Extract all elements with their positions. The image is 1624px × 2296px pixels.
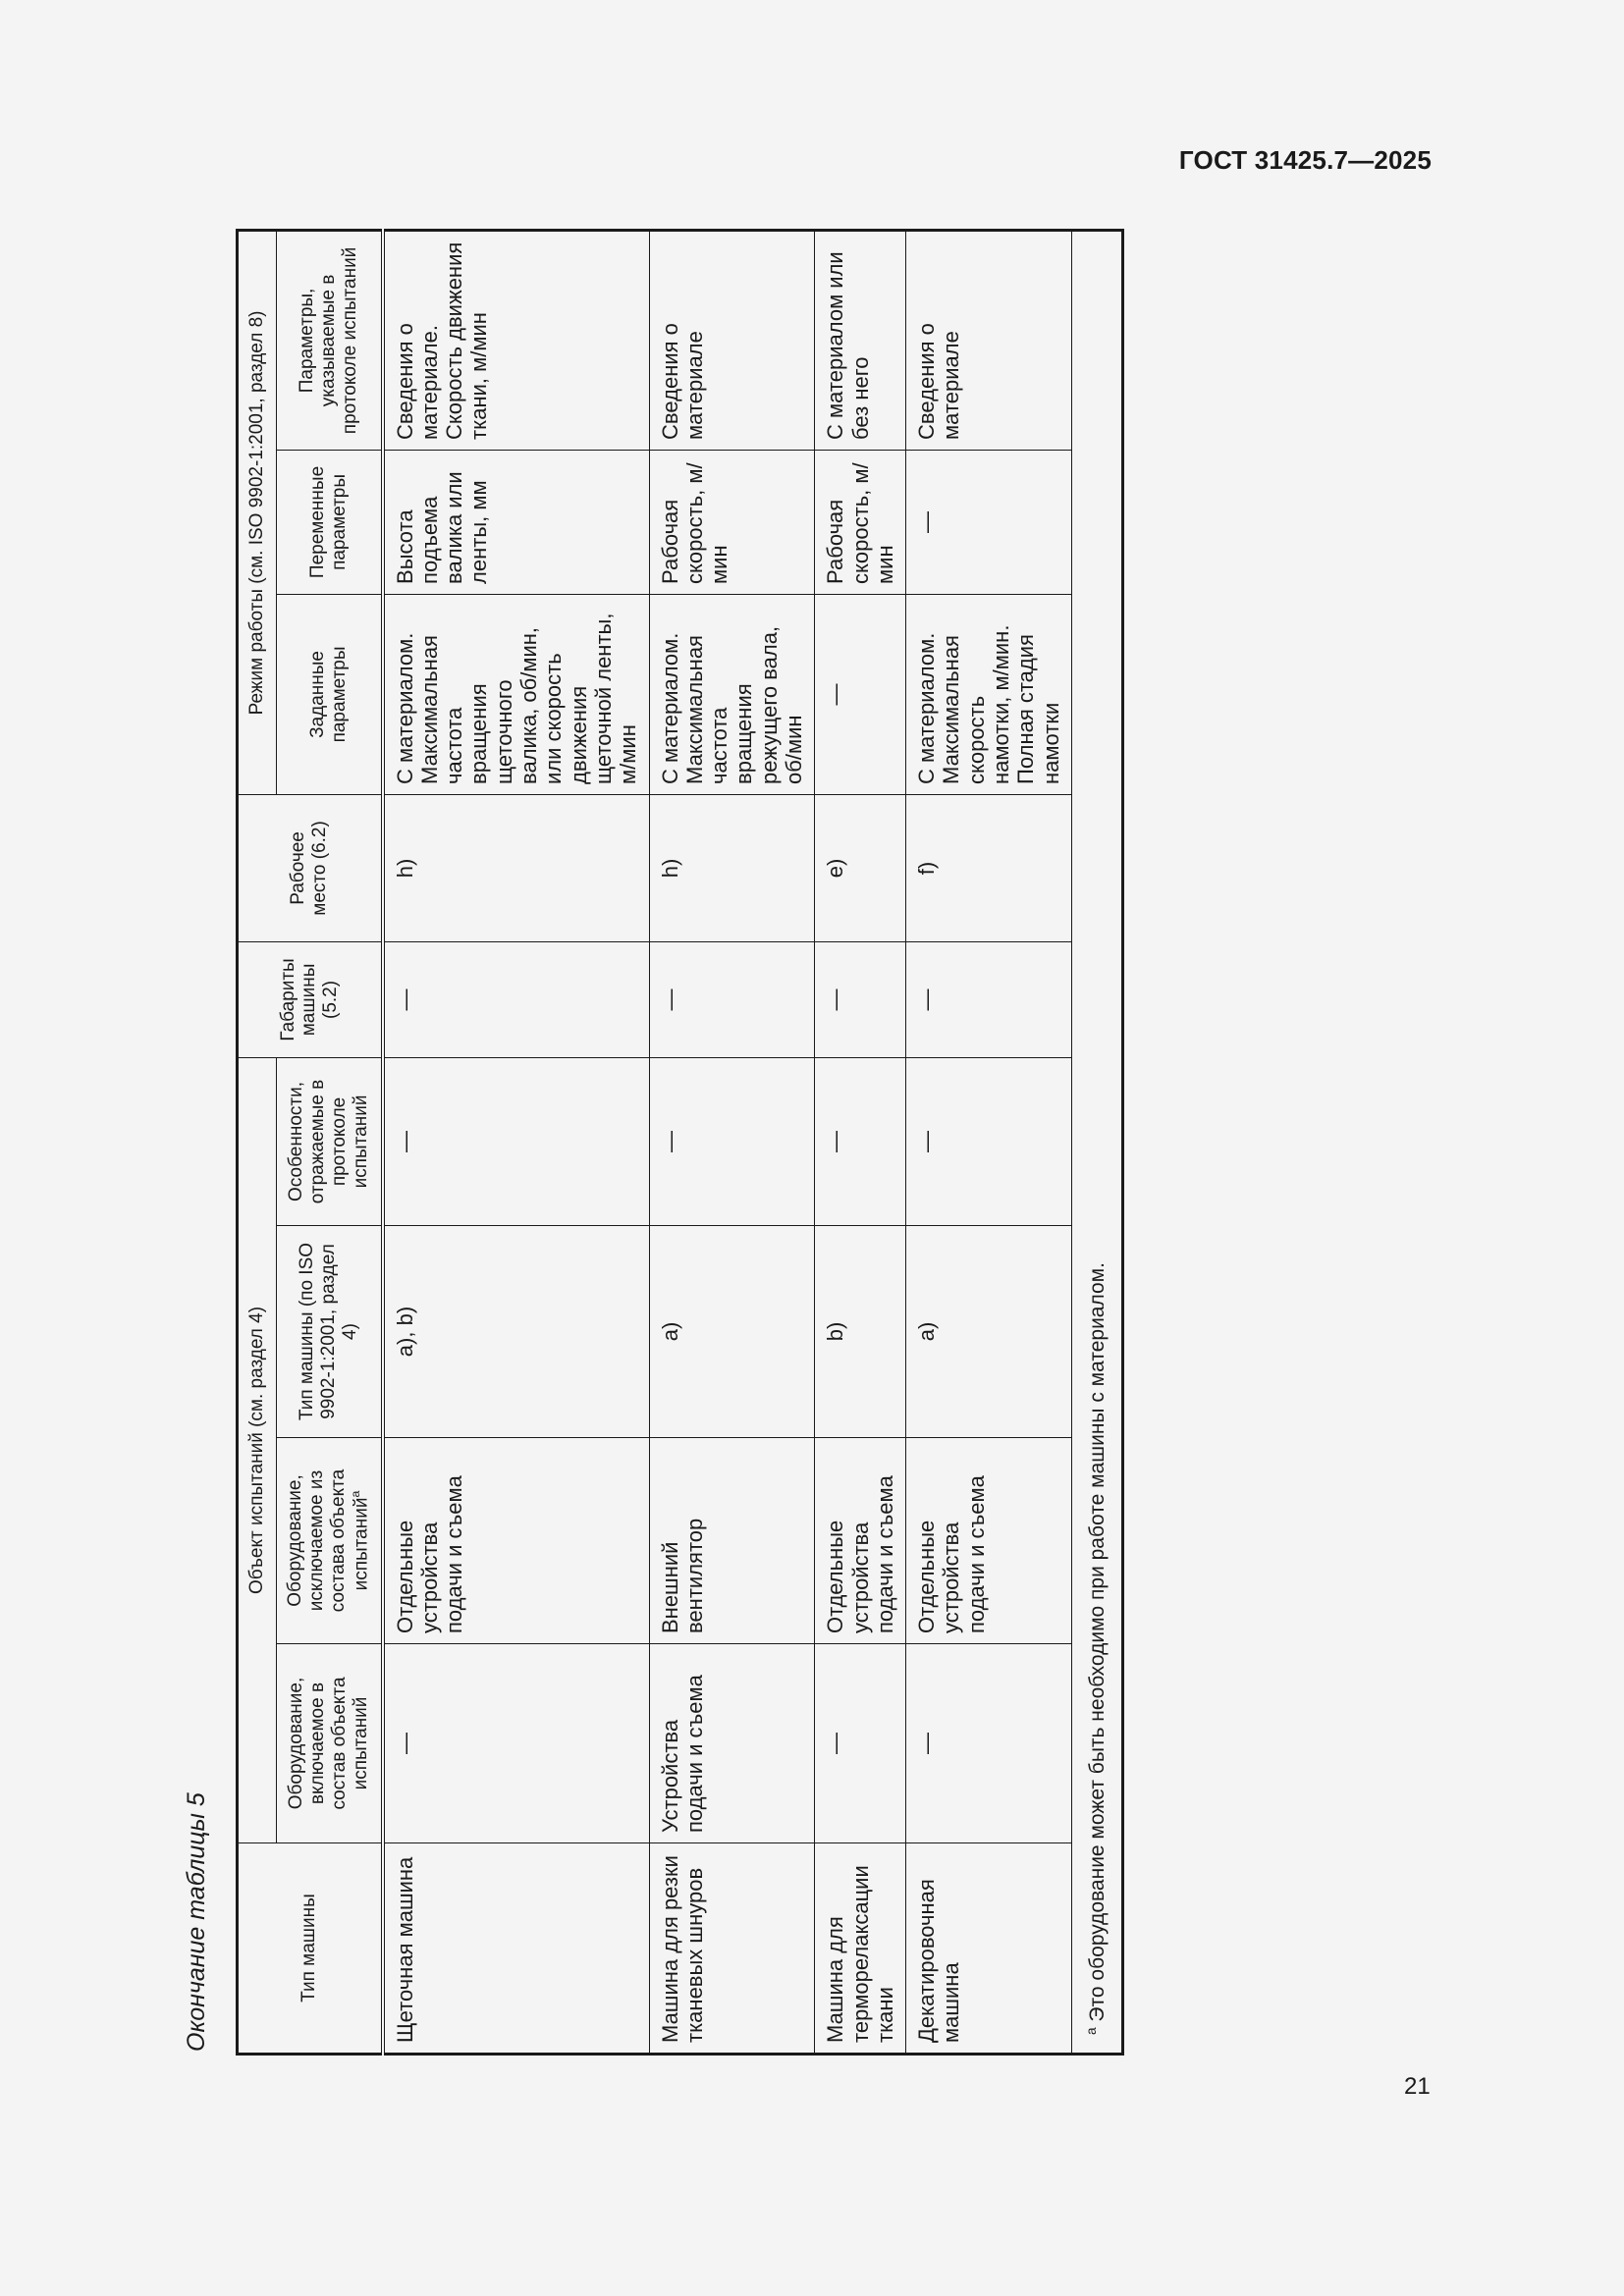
cell-included: Устройства подачи и съема (649, 1644, 815, 1843)
cell-dimensions: — (383, 941, 649, 1057)
group-header-mode: Режим работы (см. ISO 9902-1:2001, раздел 8) (238, 230, 277, 794)
cell-variable-params: Рабочая скорость, м/мин (649, 450, 815, 594)
cell-excluded: Отдельные устройства подачи и съема (906, 1438, 1072, 1644)
cell-features: — (906, 1057, 1072, 1225)
cell-excluded: Отдельные устройства подачи и съема (383, 1438, 649, 1644)
col-header-dimensions: Габариты машины (5.2) (238, 941, 383, 1057)
footnote-text: Это оборудование может быть необходимо при работе машины с материалом. (1085, 1262, 1109, 2022)
cell-type-iso: a), b) (383, 1226, 649, 1438)
col-header-type-iso: Тип машины (по ISO 9902-1:2001, раздел 4) (276, 1226, 382, 1438)
table-footnote (1071, 230, 1122, 2054)
cell-report-params: С материалом или без него (815, 230, 906, 450)
table-caption: Окончание таблицы 5 (183, 1792, 210, 2052)
cell-set-params: С материалом. Максимальная скорость намотки, м/мин. Полная стадия намотки (906, 594, 1072, 794)
page-number: 21 (1404, 2073, 1431, 2100)
cell-included: — (815, 1644, 906, 1843)
cell-excluded: Внешний вентилятор (649, 1438, 815, 1644)
col-header-included: Оборудование, включаемое в состав объекта испытаний (276, 1644, 382, 1843)
cell-report-params: Сведения о материале (649, 230, 815, 450)
footnote-row (1071, 230, 1122, 2054)
document-code: ГОСТ 31425.7—2025 (1178, 145, 1432, 175)
table-row (815, 230, 906, 2054)
col-header-set-params: Заданные параметры (276, 594, 382, 794)
col-header-features: Особенности, отражаемые в протоколе испытаний (276, 1057, 382, 1225)
cell-type-iso: a) (906, 1226, 1072, 1438)
col-header-report-params: Параметры, указываемые в протоколе испытаний (276, 230, 382, 450)
cell-type-iso: a) (649, 1226, 815, 1438)
cell-features: — (649, 1057, 815, 1225)
cell-report-params: Сведения о материале. Скорость движения ткани, м/мин (383, 230, 649, 450)
cell-variable-params: Рабочая скорость, м/мин (815, 450, 906, 594)
footnote-ref: a (349, 1490, 363, 1498)
table-row (649, 230, 815, 2054)
group-header-object: Объект испытаний (см. раздел 4) (238, 1057, 277, 1842)
cell-set-params: С материалом. Максимальная частота вращения режущего вала, об/мин (649, 594, 815, 794)
table-5 (236, 229, 1124, 2056)
cell-workplace: h) (383, 794, 649, 941)
col-header-workplace: Рабочее место (6.2) (238, 794, 383, 941)
cell-included: — (906, 1644, 1072, 1843)
cell-machine-type: Щеточная машина (383, 1843, 649, 2055)
cell-variable-params: Высота подъема валика или ленты, мм (383, 450, 649, 594)
cell-workplace: e) (815, 794, 906, 941)
cell-excluded: Отдельные устройства подачи и съема (815, 1438, 906, 1644)
footnote-marker: a (1083, 2027, 1099, 2035)
cell-dimensions: — (649, 941, 815, 1057)
col-header-machine-type: Тип машины (238, 1843, 383, 2055)
cell-workplace: h) (649, 794, 815, 941)
cell-dimensions: — (906, 941, 1072, 1057)
table-row (906, 230, 1072, 2054)
cell-machine-type: Машина для терморелаксации ткани (815, 1843, 906, 2055)
cell-features: — (815, 1057, 906, 1225)
cell-dimensions: — (815, 941, 906, 1057)
cell-type-iso: b) (815, 1226, 906, 1438)
cell-variable-params: — (906, 450, 1072, 594)
rotated-table-area (181, 232, 1314, 2056)
cell-machine-type: Машина для резки тканевых шнуров (649, 1843, 815, 2055)
cell-set-params: С материалом. Максимальная частота вращения щеточного валика, об/мин, или скорость движения щеточной ленты, м/мин (383, 594, 649, 794)
cell-set-params: — (815, 594, 906, 794)
cell-report-params: Сведения о материале (906, 230, 1072, 450)
cell-workplace: f) (906, 794, 1072, 941)
table-row (383, 230, 649, 2054)
cell-machine-type: Декатировочная машина (906, 1843, 1072, 2055)
cell-included: — (383, 1644, 649, 1843)
col-header-excluded: Оборудование, исключаемое из состава объекта испытаний$^a$ (276, 1438, 382, 1644)
col-header-variable-params: Переменные параметры (276, 450, 382, 594)
cell-features: — (383, 1057, 649, 1225)
